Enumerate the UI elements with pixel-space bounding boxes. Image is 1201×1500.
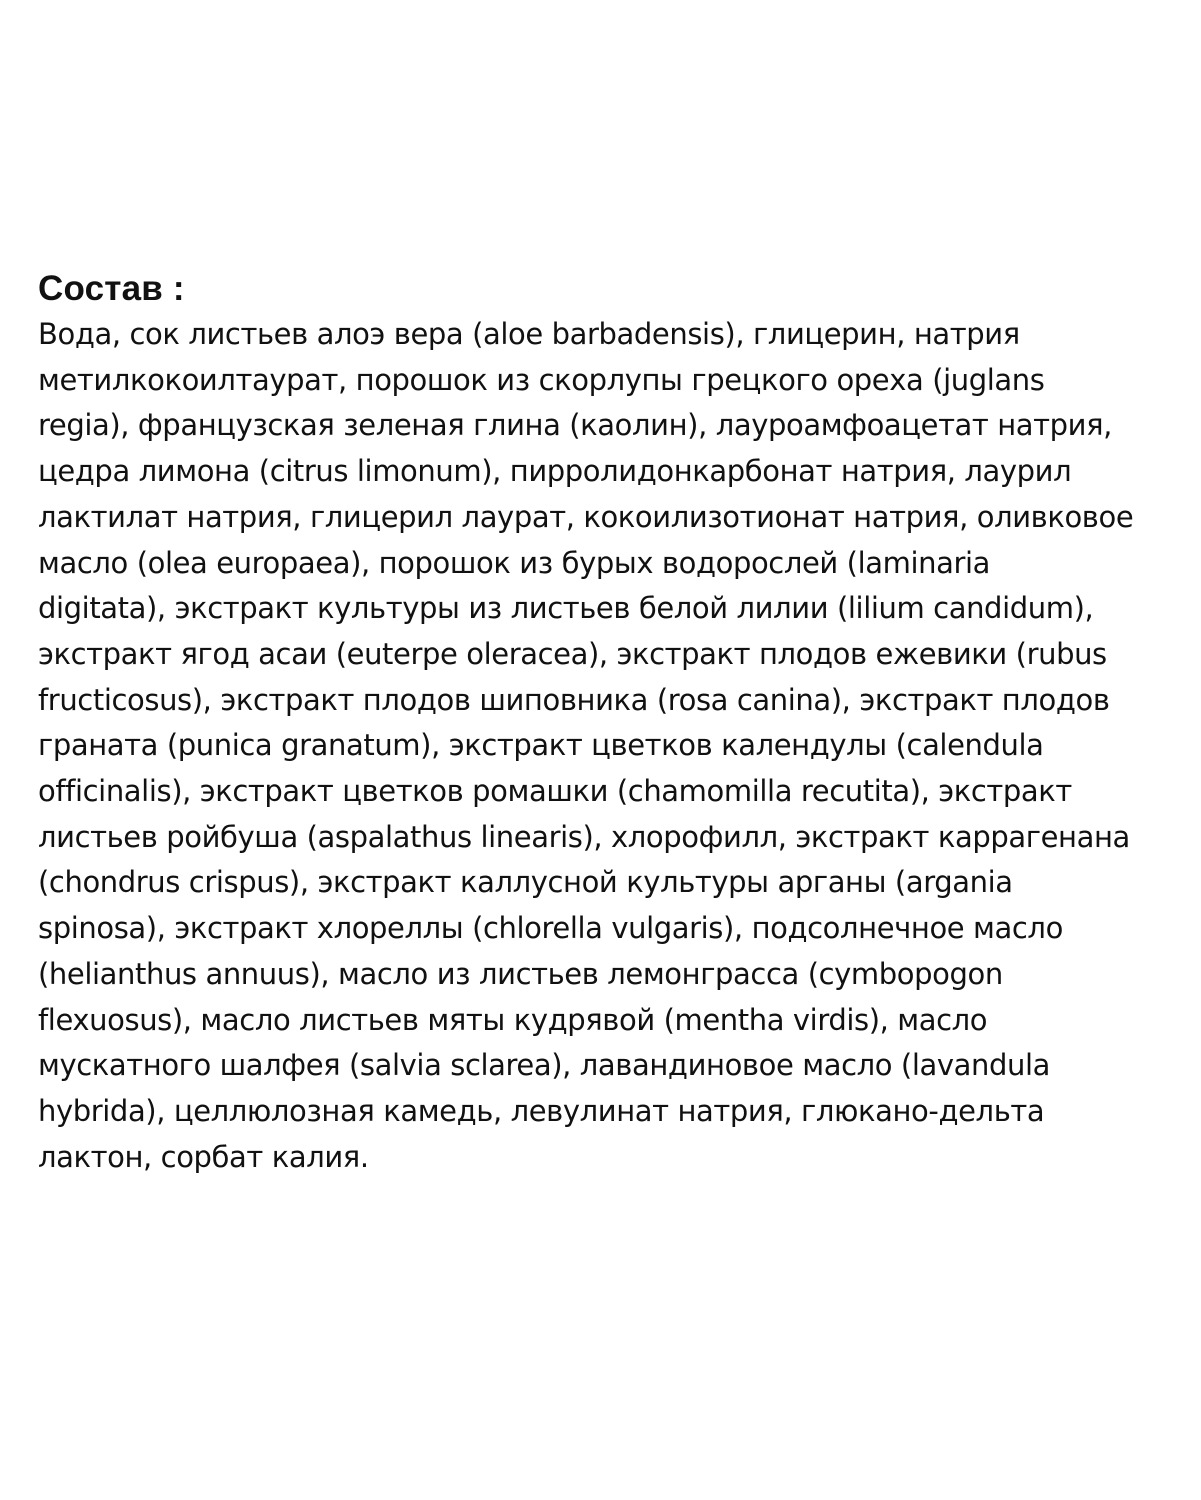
text-line: (helianthus annuus), масло из листьев лемонграсса (cymbopogon bbox=[38, 956, 1003, 991]
text-line: Вода, сок листьев алоэ вера (aloe barbadensis), глицерин, натрия bbox=[38, 317, 1020, 351]
ingredients-heading: Состав : bbox=[38, 269, 185, 308]
text-line: digitata), экстракт культуры из листьев белой лилии (lilium candidum), bbox=[38, 591, 1094, 626]
text-line: лактон, сорбат калия. bbox=[38, 1139, 369, 1174]
text-line: fructicosus), экстракт плодов шиповника (rosa canina), экстракт плодов bbox=[38, 682, 1110, 717]
text-line: метилкокоилтаурат, порошок из скорлупы грецкого ореха (juglans bbox=[38, 362, 1045, 397]
text-line: листьев ройбуша (aspalathus linearis), хлорофилл, экстракт каррагенана bbox=[38, 819, 1130, 854]
text-line: spinosa), экстракт хлореллы (chlorella vulgaris), подсолнечное масло bbox=[38, 911, 1063, 946]
text-line: officinalis), экстракт цветков ромашки (chamomilla recutita), экстракт bbox=[38, 774, 1072, 809]
ingredients-document bbox=[38, 266, 1198, 1180]
text-line: мускатного шалфея (salvia sclarea), лавандиновое масло (lavandula bbox=[38, 1048, 1050, 1083]
text-line: экстракт ягод асаи (euterpe oleracea), экстракт плодов ежевики (rubus bbox=[38, 636, 1107, 671]
text-line: масло (olea europaea), порошок из бурых водорослей (laminaria bbox=[38, 545, 991, 580]
text-line: цедра лимона (citrus limonum), пирролидонкарбонат натрия, лаурил bbox=[38, 454, 1072, 489]
ingredients-text bbox=[38, 312, 1198, 1180]
text-line: (chondrus crispus), экстракт каллусной культуры арганы (argania bbox=[38, 865, 1013, 900]
text-line: flexuosus), масло листьев мяты кудрявой (mentha virdis), масло bbox=[38, 1002, 988, 1037]
text-line: граната (punica granatum), экстракт цветков календулы (calendula bbox=[38, 728, 1044, 763]
text-line: regia), французская зеленая глина (каолин), лауроамфоацетат натрия, bbox=[38, 408, 1112, 443]
text-line: hybrida), целлюлозная камедь, левулинат натрия, глюкано-дельта bbox=[38, 1093, 1045, 1128]
text-line: лактилат натрия, глицерил лаурат, кокоилизотионат натрия, оливковое bbox=[38, 499, 1134, 534]
